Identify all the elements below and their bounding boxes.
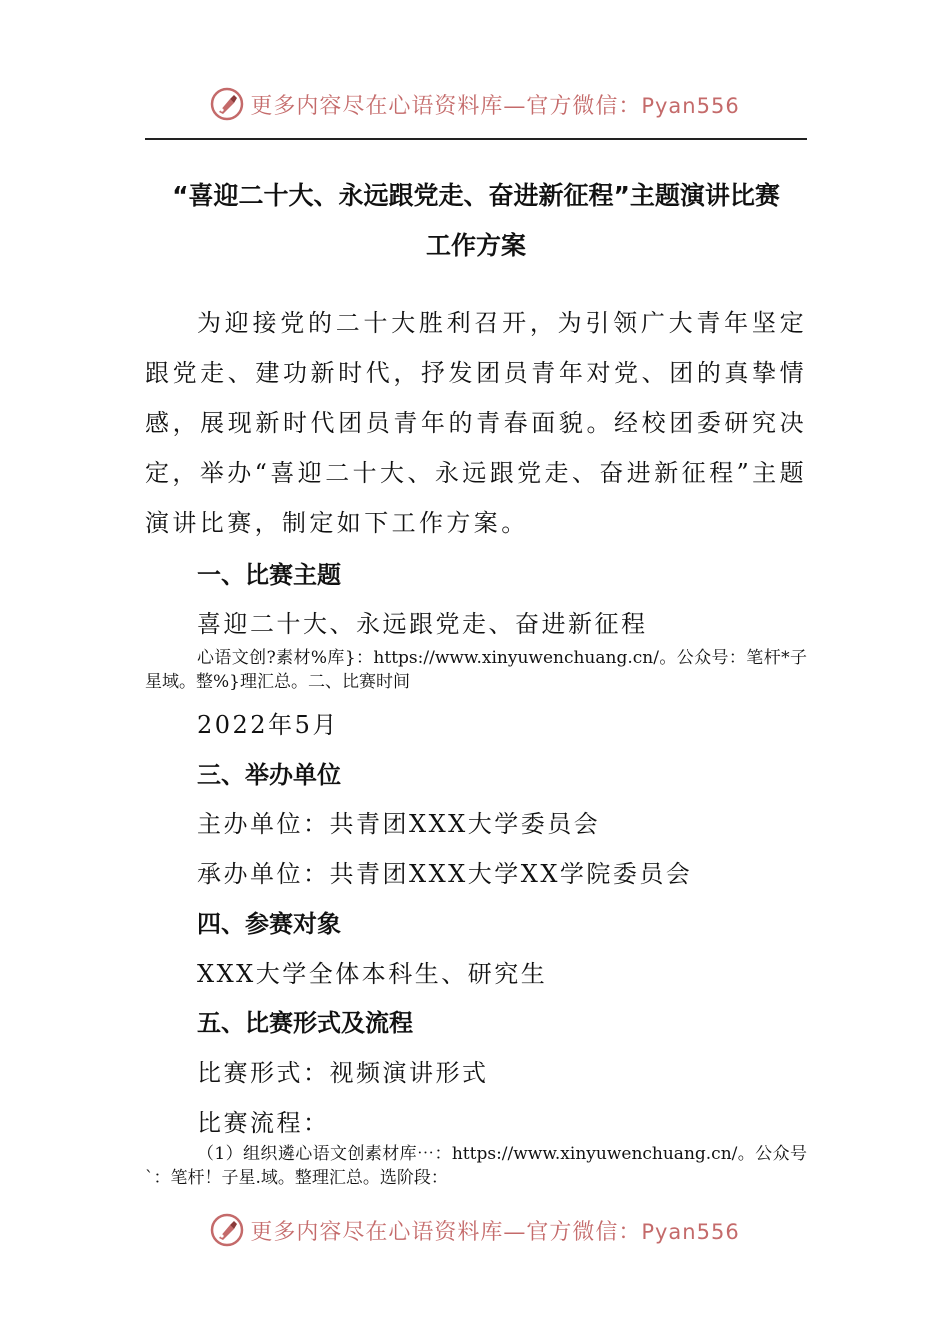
section-heading-organizers: 三、举办单位 <box>197 761 341 789</box>
pen-nib-logo-icon <box>210 1213 244 1247</box>
intro-paragraph: 为迎接党的二十大胜利召开，为引领广大青年坚定跟党走、建功新时代，抒发团员青年对党、团的真挚情感，展现新时代团员青年的青春面貌。经校团委研究决定，举办“喜迎二十大、永远跟党走、奋进新征程”主题演讲比赛，制定如下工作方案。 <box>145 309 807 537</box>
organizer-unit: 承办单位：共青团XXX大学XX学院委员会 <box>197 860 693 888</box>
watermark-banner-top <box>0 82 950 126</box>
pen-nib-logo-icon <box>210 87 244 121</box>
header-divider <box>145 138 807 140</box>
section-heading-participants: 四、参赛对象 <box>197 910 341 938</box>
inline-watermark-note: 心语文创?素材%库}：https://www.xinyuwenchuang.cn/。公众号：笔杆*子星域。整%}理汇总。二、比赛时间 <box>145 648 807 692</box>
competition-date: 2022年5月 <box>197 711 339 739</box>
watermark-banner-bottom <box>0 1208 950 1252</box>
section-heading-theme: 一、比赛主题 <box>197 561 341 589</box>
watermark-text: 更多内容尽在心语资料库—官方微信：Pyan556 <box>250 93 740 119</box>
section-heading-format: 五、比赛形式及流程 <box>197 1009 413 1037</box>
watermark-text: 更多内容尽在心语资料库—官方微信：Pyan556 <box>250 1219 740 1245</box>
participants-text: XXX大学全体本科生、研究生 <box>197 960 548 988</box>
inline-watermark-note-2: （1）组织遴心语文创素材库⋯：https://www.xinyuwenchuang.cn/。公众号`：笔杆！子星.域。整理汇总。选阶段： <box>145 1144 807 1188</box>
document-title: “喜迎二十大、永远跟党走、奋进新征程”主题演讲比赛 <box>172 181 780 210</box>
host-unit: 主办单位：共青团XXX大学委员会 <box>197 810 601 838</box>
document-subtitle: 工作方案 <box>425 231 526 260</box>
format-text: 比赛形式：视频演讲形式 <box>197 1059 489 1087</box>
theme-text: 喜迎二十大、永远跟党走、奋进新征程 <box>197 610 648 638</box>
process-label: 比赛流程： <box>197 1109 330 1137</box>
